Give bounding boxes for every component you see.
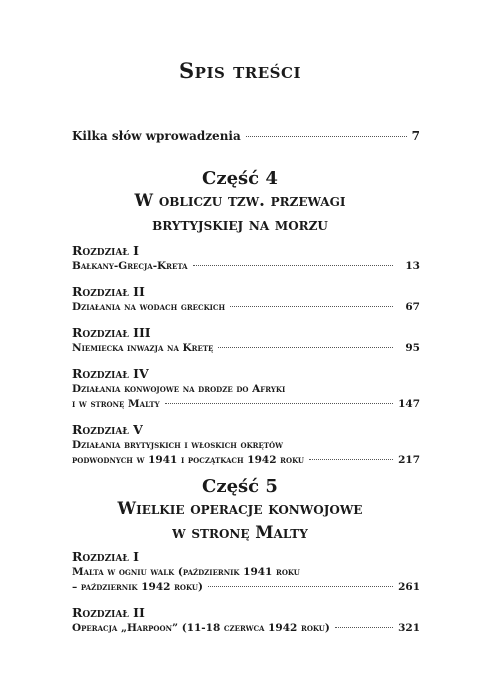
chapter-page: 261	[398, 581, 420, 593]
chapter-title: Operacja „Harpoon” (11-18 czerwca 1942 roku)	[72, 622, 330, 634]
part-title-line: w stronę Malty	[172, 523, 308, 542]
chapter-title: Działania na wodach greckich	[72, 301, 226, 313]
chapter-title: – październik 1942 roku)	[72, 581, 203, 593]
chapter-entry[interactable]	[72, 365, 420, 412]
part-title-line: Wielkie operacje konwojowe	[117, 499, 363, 518]
chapter-entry[interactable]	[72, 548, 420, 595]
chapter-entry[interactable]	[72, 324, 420, 356]
chapter-entry[interactable]	[72, 242, 420, 274]
part-number: Część 5	[202, 476, 278, 497]
chapter-title: Malta w ogniu walk (październik 1941 roku	[72, 566, 300, 578]
part-title-line: brytyjskiej na morzu	[152, 215, 328, 234]
chapter-title: Działania konwojowe na drodze do Afryki	[72, 383, 286, 395]
part-number: Część 4	[202, 168, 278, 189]
dot-leader	[335, 627, 393, 628]
chapter-label: Rozdział II	[72, 605, 145, 620]
chapter-page: 217	[398, 454, 420, 466]
chapter-label: Rozdział V	[72, 422, 143, 437]
chapter-entry[interactable]	[72, 421, 420, 468]
chapter-label: Rozdział I	[72, 549, 139, 564]
chapter-entry[interactable]	[72, 604, 420, 636]
toc-entry-intro[interactable]	[72, 129, 420, 143]
chapter-title: podwodnych w 1941 i początkach 1942 roku	[72, 454, 305, 466]
dot-leader	[230, 306, 393, 307]
chapter-title: Niemiecka inwazja na Kretę	[72, 342, 214, 354]
dot-leader	[165, 403, 393, 404]
chapter-page: 13	[405, 260, 420, 272]
chapter-list-part-5	[72, 548, 420, 645]
dot-leader	[193, 265, 393, 266]
chapter-page: 67	[405, 301, 420, 313]
chapter-title: i w stronę Malty	[72, 398, 160, 410]
chapter-label: Rozdział IV	[72, 366, 149, 381]
dot-leader	[309, 459, 393, 460]
dot-leader	[246, 136, 407, 137]
chapter-list-part-4	[72, 242, 420, 477]
chapter-entry[interactable]	[72, 283, 420, 315]
toc-entry-page: 7	[411, 129, 420, 143]
chapter-label: Rozdział III	[72, 325, 151, 340]
part-heading-5	[0, 476, 480, 545]
chapter-page: 147	[398, 398, 420, 410]
chapter-title: Bałkany-Grecja-Kreta	[72, 260, 188, 272]
dot-leader	[208, 586, 393, 587]
chapter-title: Działania brytyjskich i włoskich okrętów	[72, 439, 283, 451]
part-title-line: W obliczu tzw. przewagi	[134, 191, 346, 210]
chapter-label: Rozdział II	[72, 284, 145, 299]
chapter-page: 95	[405, 342, 420, 354]
part-heading-4	[0, 168, 480, 237]
chapter-page: 321	[398, 622, 420, 634]
chapter-label: Rozdział I	[72, 243, 139, 258]
toc-entry-label: Kilka słów wprowadzenia	[72, 129, 241, 143]
dot-leader	[218, 347, 393, 348]
page-title: Spis treści	[179, 58, 301, 83]
